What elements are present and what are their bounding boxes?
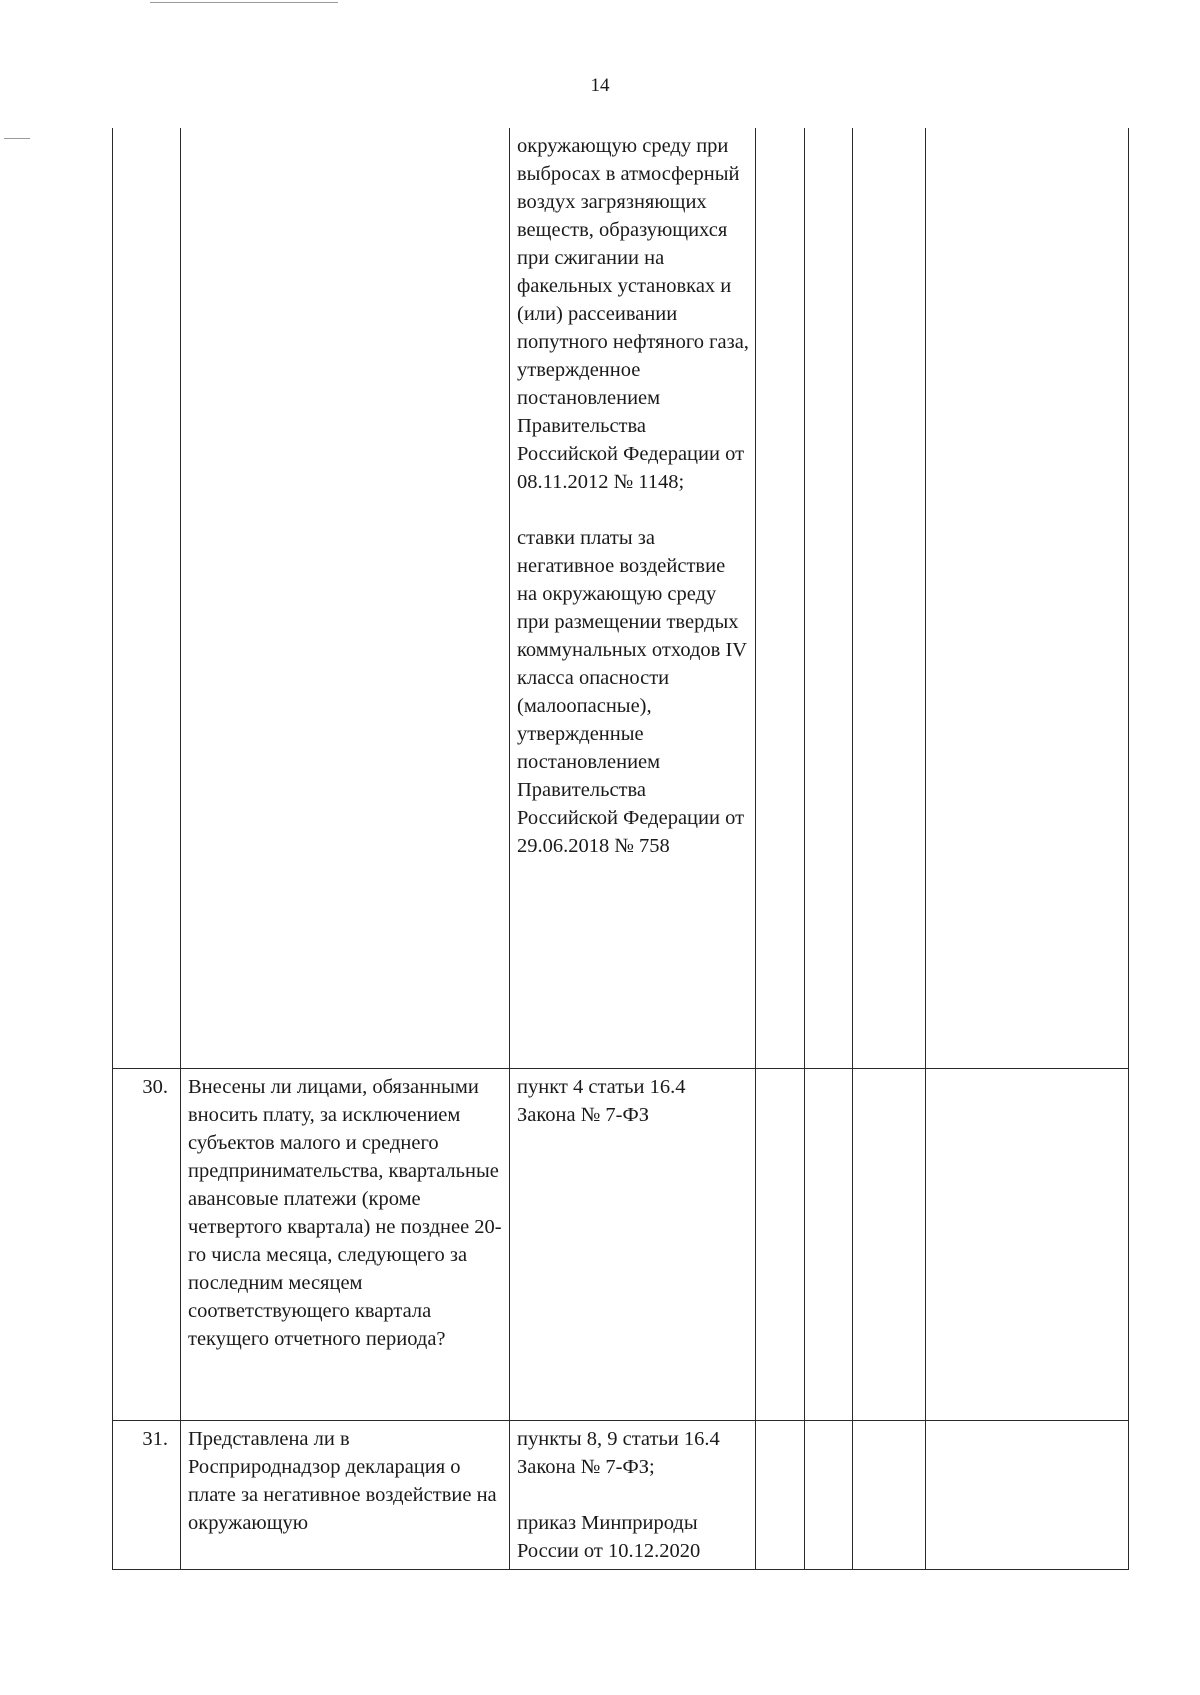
cell-answer-na: [853, 128, 926, 1068]
cell-number: 30.: [113, 1068, 181, 1420]
cell-answer-no: [805, 1068, 853, 1420]
cell-legal-refs: [510, 128, 756, 1068]
cell-notes: [926, 1068, 1129, 1420]
cell-answer-no: [805, 1420, 853, 1569]
scan-edge-line-top: [150, 2, 338, 3]
checklist-table: [112, 128, 1129, 1570]
cell-answer-na: [853, 1068, 926, 1420]
cell-number: 31.: [113, 1420, 181, 1569]
legal-ref-paragraph: пункты 8, 9 статьи 16.4 Закона № 7-ФЗ;: [517, 1427, 720, 1478]
cell-answer-no: [805, 128, 853, 1068]
page-number: 14: [590, 75, 610, 96]
cell-number: [113, 128, 181, 1068]
cell-legal-refs: [510, 1420, 756, 1569]
legal-ref-paragraph: пункт 4 статьи 16.4 Закона № 7-ФЗ: [517, 1075, 686, 1126]
cell-question: [181, 128, 510, 1068]
scan-edge-line-left: [4, 138, 30, 139]
table-row-30: [113, 1068, 1129, 1420]
table-row-continuation: [113, 128, 1129, 1068]
cell-answer-yes: [756, 128, 805, 1068]
cell-question: Представлена ли в Росприроднадзор декларация о плате за негативное воздействие на окружающую: [181, 1420, 510, 1569]
legal-ref-paragraph: ставки платы за негативное воздействие на окружающую среду при размещении твердых коммунальных отходов IV класса опасности (малоопасные), утвержденные постановлением Правительства Российской Федерации от 29.06.2018 № 758: [517, 527, 747, 857]
legal-ref-paragraph: приказ Минприроды России от 10.12.2020: [517, 1511, 701, 1562]
cell-answer-yes: [756, 1420, 805, 1569]
cell-notes: [926, 1420, 1129, 1569]
table-row-31: [113, 1420, 1129, 1569]
cell-answer-yes: [756, 1068, 805, 1420]
cell-notes: [926, 128, 1129, 1068]
cell-answer-na: [853, 1420, 926, 1569]
cell-legal-refs: [510, 1068, 756, 1420]
legal-ref-paragraph: окружающую среду при выбросах в атмосферный воздух загрязняющих веществ, образующихся при сжигании на факельных установках и (или) рассеивании попутного нефтяного газа, утвержденное постановлением Правительства Российской Федерации от 08.11.2012 № 1148;: [517, 135, 749, 493]
cell-question: Внесены ли лицами, обязанными вносить плату, за исключением субъектов малого и среднего предпринимательства, квартальные авансовые платежи (кроме четвертого квартала) не позднее 20-го числа месяца, следующего за последним месяцем соответствующего квартала текущего отчетного периода?: [181, 1068, 510, 1420]
